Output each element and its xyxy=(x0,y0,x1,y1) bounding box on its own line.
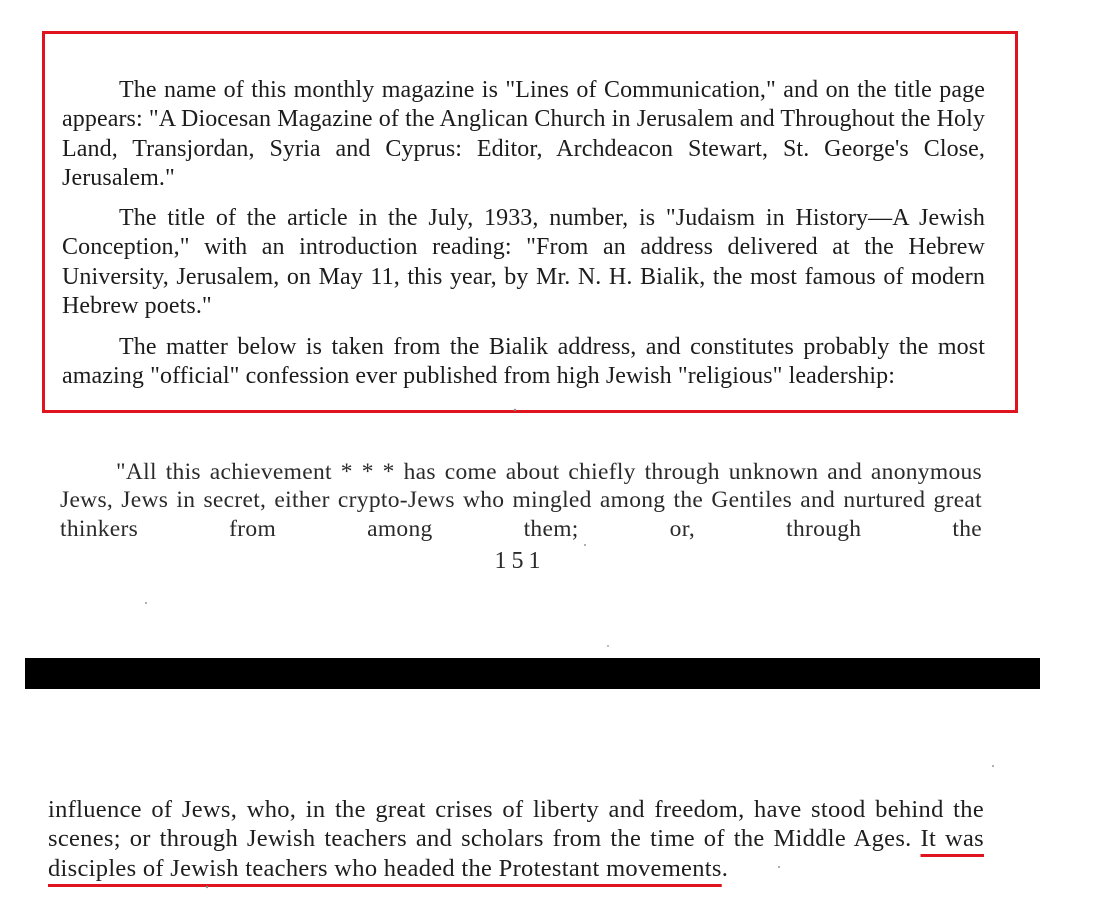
paragraph-magazine-name xyxy=(62,76,985,193)
quote-text: "All this achievement * * * has come about chiefly through unknown and anonymous Jews, Jews in secret, either crypto-Jews who mingled among the Gentiles and nurtured great thinkers from among them; or, through the xyxy=(60,458,982,542)
paragraph-bialik-intro xyxy=(62,333,985,392)
continuation-end: . xyxy=(721,854,729,882)
black-separator-bar xyxy=(25,658,1040,689)
underlined-statement: It was disciples of Jewish teachers who headed the Protestant movements xyxy=(48,825,984,882)
paragraph-text: The title of the article in the July, 1933, number, is "Judaism in History—A Jewish Conception," with an introduction reading: "From an address delivered at the Hebrew University, Jerusalem, on May 11, this year, by Mr. N. H. Bialik, the most famous of modern Hebrew poets." xyxy=(62,205,985,319)
bialik-quote xyxy=(60,458,982,544)
paragraph-article-title xyxy=(62,204,985,321)
continuation-text: influence of Jews, who, in the great crises of liberty and freedom, have stood behind the scenes; or through Jewish teachers and scholars from the time of the Middle Ages. xyxy=(48,795,984,852)
paragraph-text: The matter below is taken from the Bialik address, and constitutes probably the most amazing "official" confession ever published from high Jewish "religious" leadership: xyxy=(62,334,985,390)
page-number: 151 xyxy=(494,548,546,574)
continuation-paragraph xyxy=(48,795,984,884)
paragraph-text: The name of this monthly magazine is "Lines of Communication," and on the title page appears: "A Diocesan Magazine of the Anglican Church in Jerusalem and Throughout the Holy Land, Transjordan, Syria and Cyprus: Editor, Archdeacon Stewart, St. George's Close, Jerusalem." xyxy=(62,77,985,191)
